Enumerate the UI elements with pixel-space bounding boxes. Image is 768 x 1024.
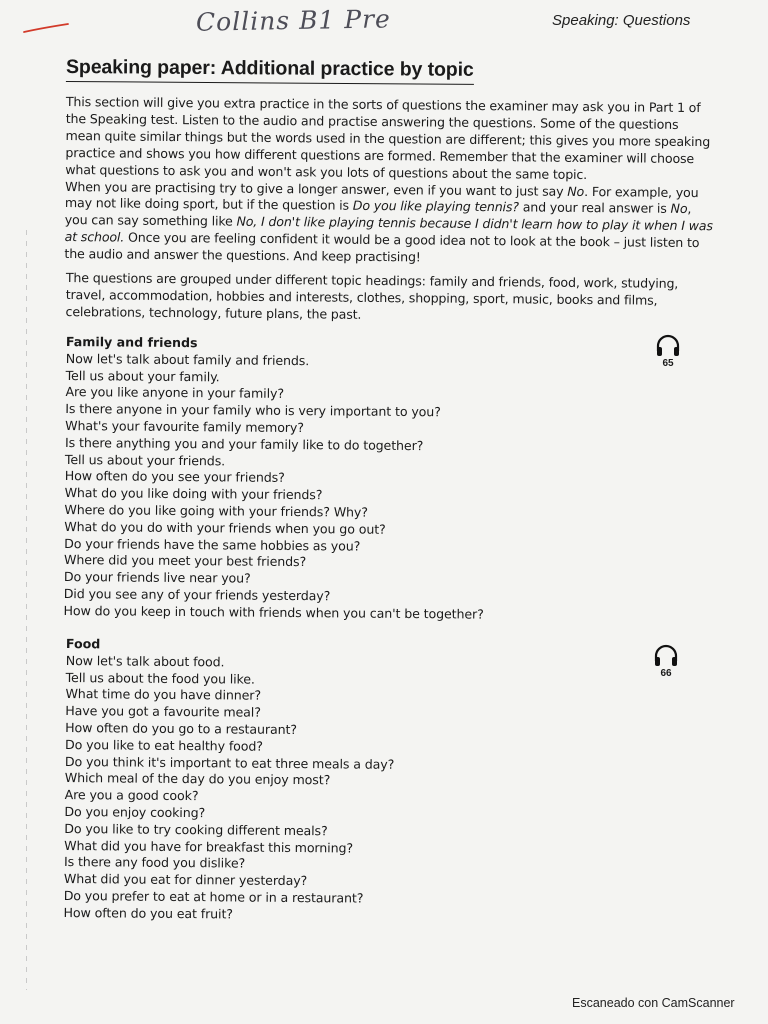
question-item: What did you eat for dinner yesterday? [63, 871, 308, 889]
question-list [64, 351, 626, 625]
question-item: Are you like anyone in your family? [65, 384, 285, 402]
handwritten-note: Collins B1 Pre [195, 4, 392, 37]
section-food [64, 636, 626, 926]
question-item: How do you keep in touch with friends when you can't be together? [63, 602, 484, 622]
question-item: Now let's talk about food. [65, 652, 225, 670]
camscanner-watermark: Escaneado con CamScanner [572, 996, 735, 1010]
track-number: 66 [660, 668, 672, 679]
question-item: Do you think it's important to eat three meals a day? [64, 753, 395, 772]
page-title: Speaking paper: Additional practice by topic [66, 56, 474, 85]
question-item: How often do you go to a restaurant? [65, 719, 297, 738]
section-family-and-friends [64, 334, 626, 624]
question-item: How often do you see your friends? [64, 468, 285, 486]
question-item: Which meal of the day do you enjoy most? [64, 770, 331, 788]
headphones-icon [653, 644, 679, 668]
question-item: Do you prefer to eat at home or in a restaurant? [63, 887, 364, 906]
question-item: Where did you meet your best friends? [63, 552, 307, 570]
track-number: 65 [662, 358, 674, 369]
question-item: What did you have for breakfast this morning? [64, 837, 354, 856]
question-list [64, 653, 626, 927]
question-item: Did you see any of your friends yesterday? [63, 585, 331, 604]
question-item: Tell us about your family. [65, 367, 220, 384]
question-item: Have you got a favourite meal? [65, 703, 261, 720]
question-item: What do you like doing with your friends? [64, 485, 323, 503]
audio-track-65[interactable] [652, 334, 684, 370]
question-item: Do you enjoy cooking? [64, 803, 206, 821]
section-label: Speaking: Questions [552, 12, 691, 29]
question-item: What's your favourite family memory? [65, 417, 304, 436]
question-item: Do your friends have the same hobbies as you? [64, 535, 361, 554]
question-item: What do you do with your friends when you go out? [64, 518, 386, 537]
red-pen-mark [22, 20, 72, 36]
question-item: How often do you eat fruit? [63, 904, 233, 922]
question-item: Is there anything you and your family like to do together? [64, 434, 424, 453]
question-item: Do you like to try cooking different meals? [64, 820, 328, 839]
topics-paragraph: The questions are grouped under different topic headings: family and friends, food, work, studying, travel, accommodation, hobbies and interests, clothes, shopping, sport, music, books and films, celebrations, technology, future plans, the past. [65, 270, 679, 322]
scan-edge-shadow [26, 230, 27, 990]
question-item: Is there any food you dislike? [63, 854, 246, 871]
intro-text: This section will give you extra practice in the sorts of questions the examiner may ask you in Part 1 of the Speaking test. Listen to the audio and practise answering the questions. Some of the questions mean quite similar things but the words used in the question are different; this gives you more speaking practice and shows you how different questions are formed. Remember that the examiner will choose what questions to ask you and won't ask you lots of questions about the same topic. When you are practising try to give a longer answer, even if you want to just say No. For example, you may not like doing sport, but if the question is Do you like playing tennis? and your real answer is No, you can say something like No, I don't like playing tennis because I didn't learn how to play it when I was at school. Once you are feeling confident it would be a good idea not to look at the book – just listen to the audio and answer the questions. And keep practising! [64, 94, 713, 265]
question-item: Are you a good cook? [64, 787, 199, 804]
question-item: Do you like to eat healthy food? [64, 736, 263, 754]
question-item: Do your friends live near you? [63, 569, 251, 586]
question-item: Where do you like going with your friends? Why? [64, 501, 368, 520]
intro-paragraph-1: This section will give you extra practice in the sorts of questions the examiner may ask you in Part 1 of the Speaking test. Listen to the audio and practise answering the questions. Some of the questions mean quite similar things but the words used in the question are different; this gives you more speaking practice and shows you how different questions are formed. Remember that the examiner will choose what questions to ask you and won't ask you lots of questions about the same topic. [65, 94, 711, 182]
section-heading: Food [65, 636, 101, 652]
question-item: Now let's talk about family and friends. [65, 350, 310, 368]
question-item: Tell us about your friends. [64, 451, 226, 468]
question-item: Is there anyone in your family who is very important to you? [65, 401, 441, 420]
question-item: Tell us about the food you like. [65, 669, 255, 687]
question-item: What time do you have dinner? [65, 686, 262, 704]
audio-track-66[interactable] [650, 644, 682, 680]
headphones-icon [655, 334, 681, 358]
section-heading: Family and friends [65, 334, 198, 351]
